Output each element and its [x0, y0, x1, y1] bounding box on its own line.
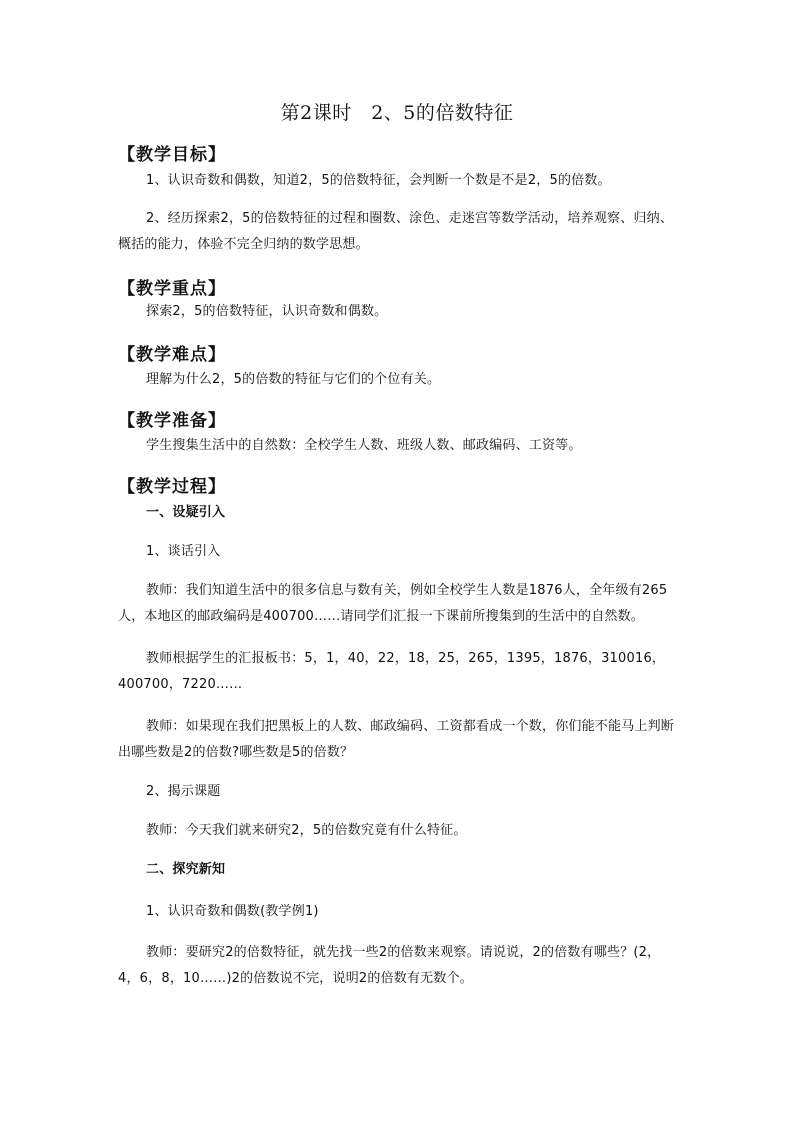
heading-teaching-goals: 【教学目标】	[118, 145, 226, 165]
process-paragraph-3: 教师：如果现在我们把黑板上的人数、邮政编码、工资都看成一个数，你们能不能马上判断出哪些数是2的倍数?哪些数是5的倍数？	[118, 719, 675, 760]
heading-teaching-difficulties: 【教学难点】	[118, 345, 226, 365]
process-part-2-title: 二、探究新知	[146, 862, 226, 877]
heading-teaching-key-points: 【教学重点】	[118, 279, 226, 299]
process-step-1-title: 1、谈话引入	[146, 544, 221, 559]
goals-paragraph-1: 1、认识奇数和偶数，知道2，5的倍数特征，会判断一个数是不是2，5的倍数。	[146, 173, 611, 188]
heading-teaching-process: 【教学过程】	[118, 477, 226, 497]
process-step-3-title: 1、认识奇数和偶数(教学例1)	[146, 904, 319, 919]
process-paragraph-2: 教师根据学生的汇报板书：5，1，40，22，18，25，265，1395，1876，310016，400700，7220……	[118, 651, 666, 692]
process-step-2-title: 2、揭示课题	[146, 784, 221, 799]
preparation-paragraph: 学生搜集生活中的自然数：全校学生人数、班级人数、邮政编码、工资等。	[146, 438, 582, 453]
difficulties-paragraph: 理解为什么2，5的倍数的特征与它们的个位有关。	[146, 372, 441, 387]
process-part-1-title: 一、设疑引入	[146, 505, 226, 520]
key-points-paragraph: 探索2，5的倍数特征，认识奇数和偶数。	[146, 304, 388, 319]
heading-teaching-preparation: 【教学准备】	[118, 411, 226, 431]
goals-paragraph-2: 2、经历探索2，5的倍数特征的过程和圈数、涂色、走迷宫等数学活动，培养观察、归纳、概括的能力，体验不完全归纳的数学思想。	[118, 211, 674, 252]
process-paragraph-1: 教师：我们知道生活中的很多信息与数有关，例如全校学生人数是1876人，全年级有265人，本地区的邮政编码是400700……请同学们汇报一下课前所搜集到的生活中的自然数。	[118, 583, 668, 624]
lesson-title: 第2课时 2、5的倍数特征	[280, 102, 514, 124]
process-paragraph-4: 教师：今天我们就来研究2，5的倍数究竟有什么特征。	[146, 823, 467, 838]
process-paragraph-5: 教师：要研究2的倍数特征，就先找一些2的倍数来观察。请说说，2的倍数有哪些？(2，4，6，8，10……)2的倍数说不完，说明2的倍数有无数个。	[118, 945, 661, 986]
